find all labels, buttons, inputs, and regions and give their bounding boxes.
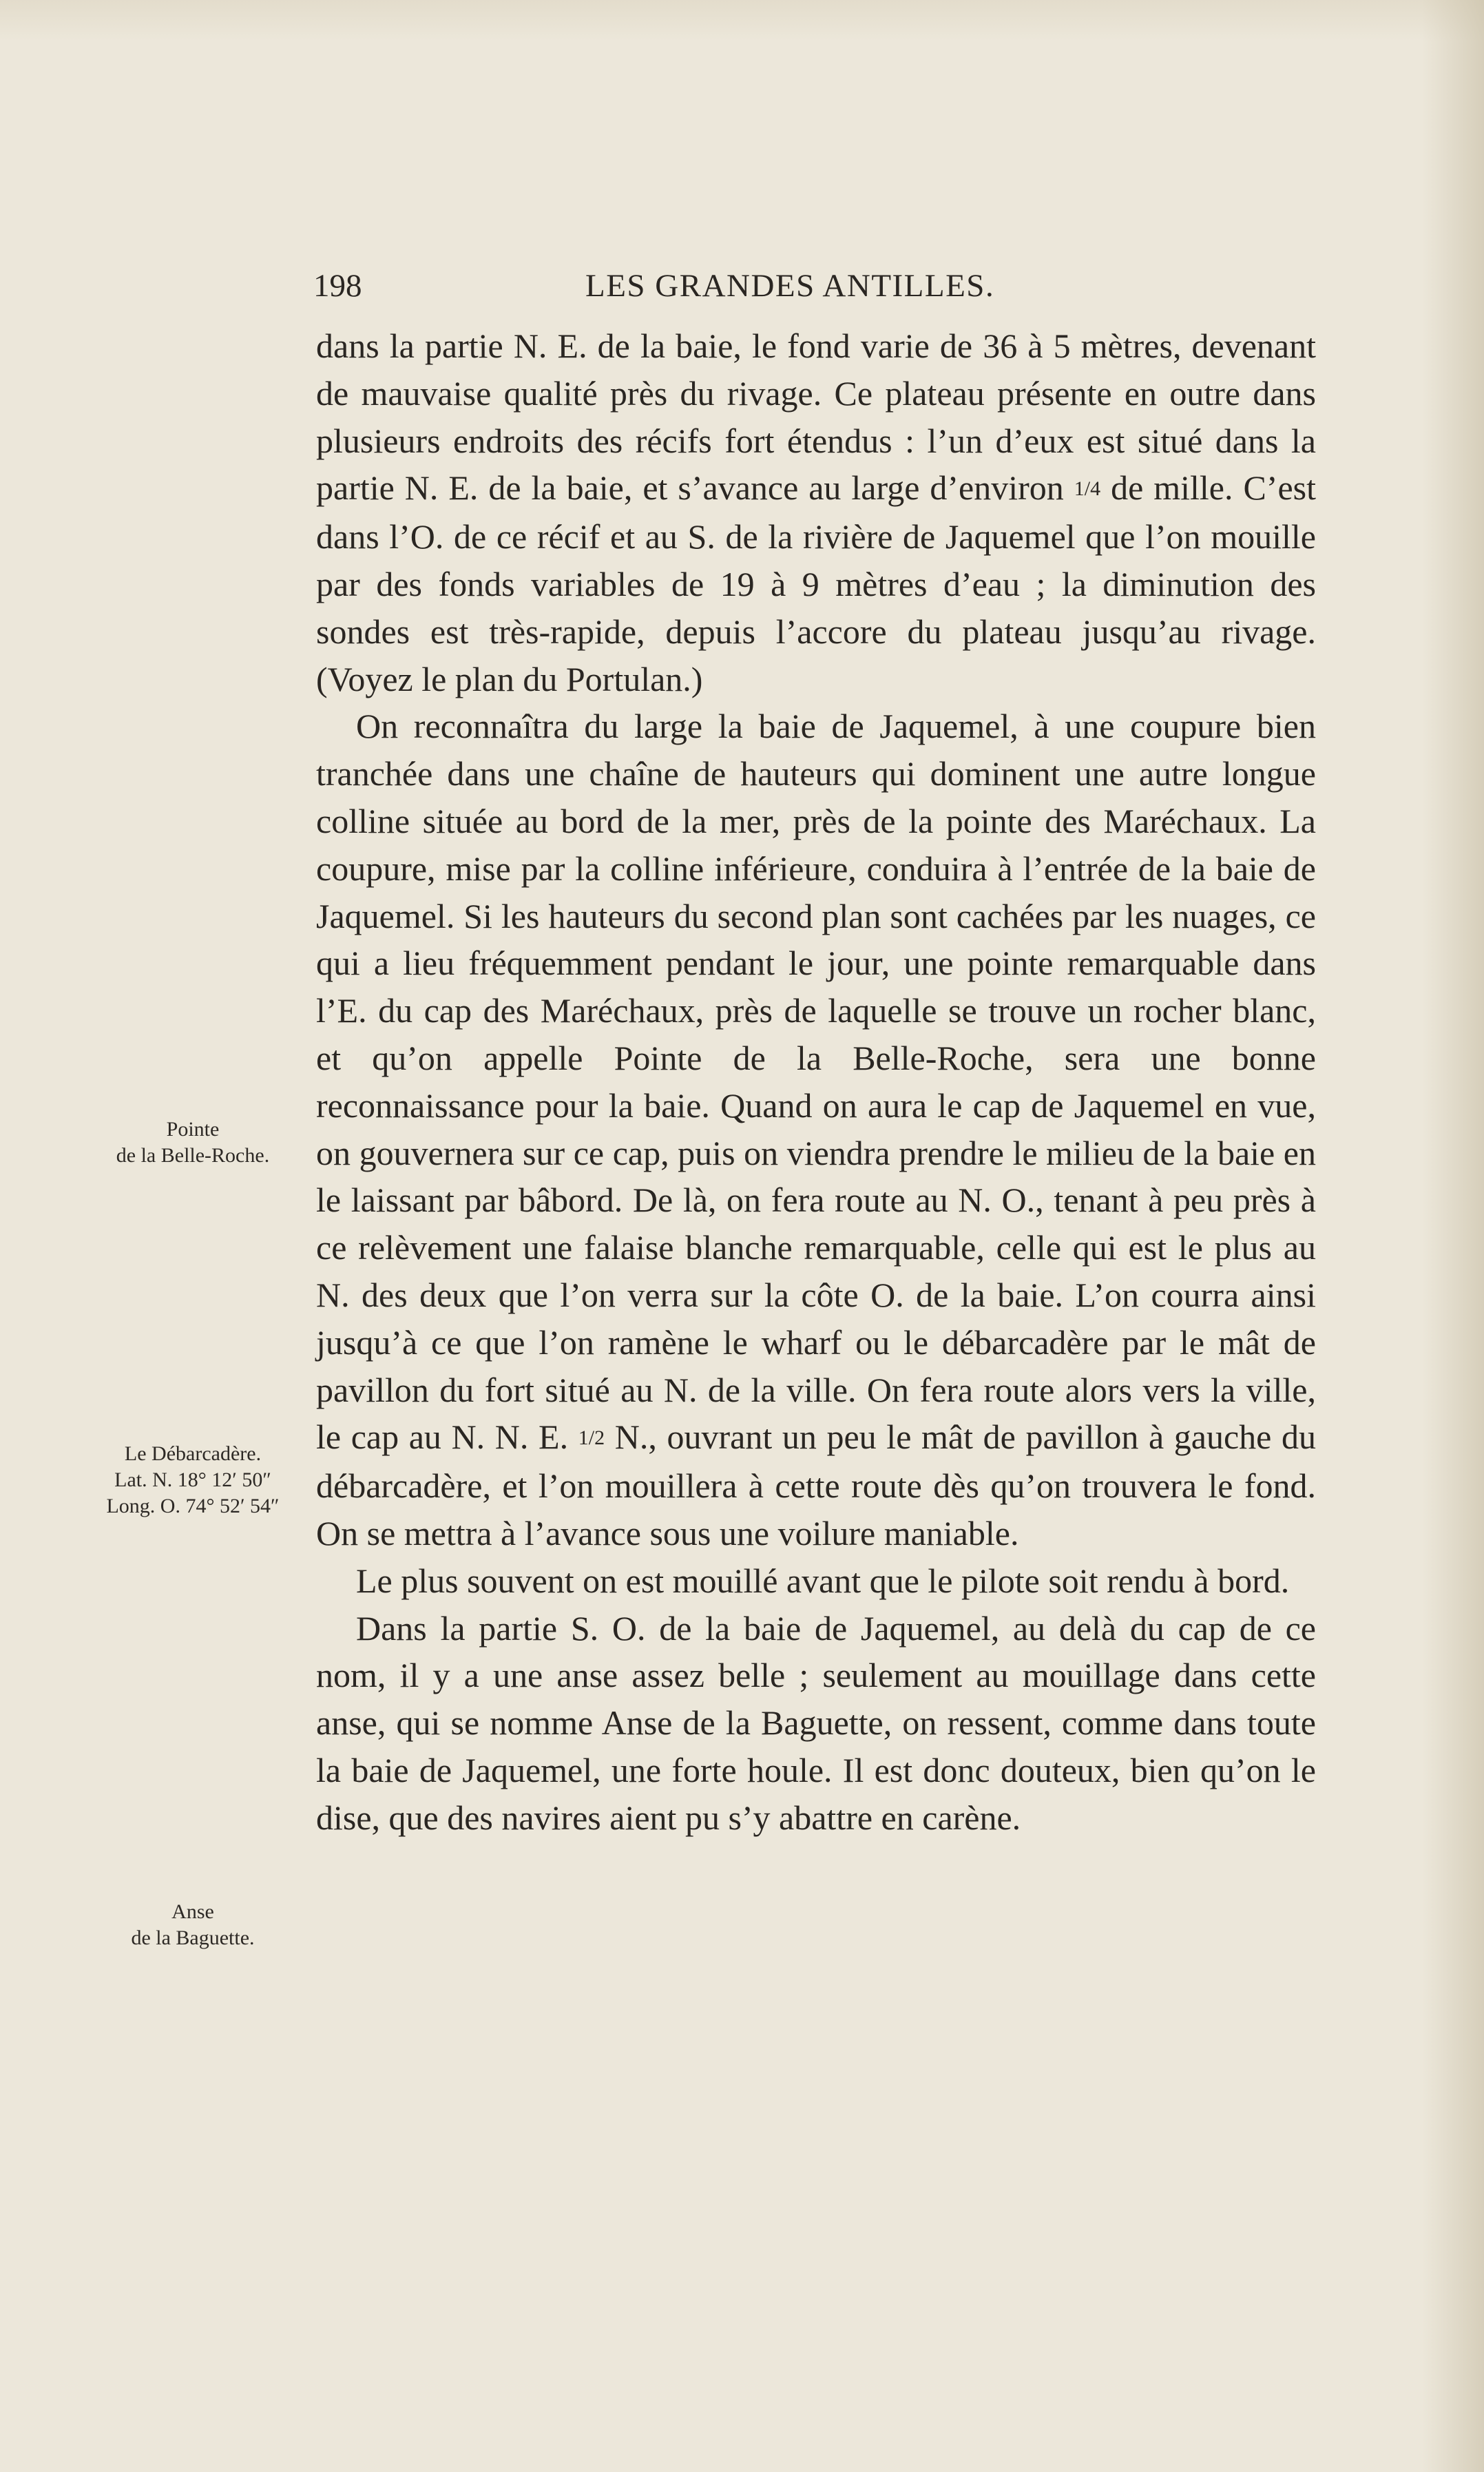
paragraph-1 <box>316 322 1316 703</box>
margin-note-belle-roche <box>83 1116 303 1169</box>
margin-note-line: de la Baguette. <box>131 1926 255 1949</box>
paragraph-3: Le plus souvent on est mouillé avant que le pilote soit rendu à bord. <box>356 1561 1290 1600</box>
margin-note-line: Pointe <box>166 1118 220 1141</box>
margin-note-baguette <box>83 1899 303 1951</box>
margin-note-line: Le Débarcadère. <box>124 1442 262 1465</box>
paper-shading-top <box>0 0 1484 41</box>
paragraph-1-text: dans la partie N. E. de la baie, le fond varie de 36 à 5 mètres, devenant de mauvaise qualité près du rivage. Ce plateau présente en outre dans plusieurs endroits des récifs fort étendus : l’un d’eux est situé dans la partie N. E. de la baie, et s’avance au large d’environ <box>316 326 1316 508</box>
margin-note-line: de la Belle-Roche. <box>116 1144 270 1167</box>
margin-note-line: Long. O. 74° 52′ 54″ <box>106 1495 280 1517</box>
page-number: 198 <box>313 268 362 304</box>
paragraph-4: Dans la partie S. O. de la baie de Jaquemel, au delà du cap de ce nom, il y a une anse assez belle ; seulement au mouillage dans cette anse, qui se nomme Anse de la Baguette, on ressent, comme dans toute la baie de Jaquemel, une forte houle. Il est donc douteux, bien qu’on le dise, que des navires aient pu s’y abattre en carène. <box>316 1608 1316 1837</box>
running-title: LES GRANDES ANTILLES. <box>585 268 995 304</box>
main-text <box>316 322 1316 1842</box>
paragraph-1-end: de mille. C’est dans l’O. de ce récif et au S. de la rivière de Jaquemel que l’on mouille par des fonds variables de 19 à 9 mètres d’eau ; la diminution des sondes est très-rapide, depuis l’accore du plateau jusqu’au rivage. (Voyez le plan du Portulan.) <box>316 468 1316 698</box>
fraction-quarter: 1/4 <box>1074 477 1101 501</box>
paragraph-2-text: On reconnaîtra du large la baie de Jaquemel, à une coupure bien tranchée dans une chaîne de hauteurs qui dominent une autre longue colline située au bord de la mer, près de la pointe des Maréchaux. La coupure, mise par la colline inférieure, conduira à l’entrée de la baie de Jaquemel. Si les hauteurs du second plan sont cachées par les nuages, ce qui a lieu fréquemment pendant le jour, une pointe remarquable dans l’E. du cap des Maréchaux, près de laquelle se trouve un rocher blanc, et qu’on appelle Pointe de la Belle-Roche, sera une bonne reconnaissance pour la baie. Quand on aura le cap de Jaquemel en vue, on gouvernera sur ce cap, puis on viendra prendre le milieu de la baie en le laissant par bâbord. De là, on fera route au N. O., tenant à peu près à ce relèvement une falaise blanche remarquable, celle qui est le plus au N. des deux que l’on verra sur la côte O. de la baie. L’on courra ainsi jusqu’à ce que l’on ramène le wharf ou le débarcadère par le mât de pavillon du fort situé au N. de la ville. On fera route alors vers la ville, le cap au N. N. E. <box>316 707 1316 1457</box>
fraction-half: 1/2 <box>578 1426 605 1450</box>
margin-note-line: Lat. N. 18° 12′ 50″ <box>114 1468 271 1491</box>
paper-shading-right <box>1422 0 1484 2472</box>
paragraph-2 <box>316 703 1316 1557</box>
margin-note-debarcadere <box>83 1441 303 1519</box>
running-header <box>313 265 1312 307</box>
margin-note-line: Anse <box>171 1900 214 1923</box>
paragraph-2-end: N., ouvrant un peu le mât de pavillon à gauche du débarcadère, et l’on mouillera à cette route dès qu’on trouvera le fond. On se mettra à l’avance sous une voilure maniable. <box>316 1417 1317 1552</box>
